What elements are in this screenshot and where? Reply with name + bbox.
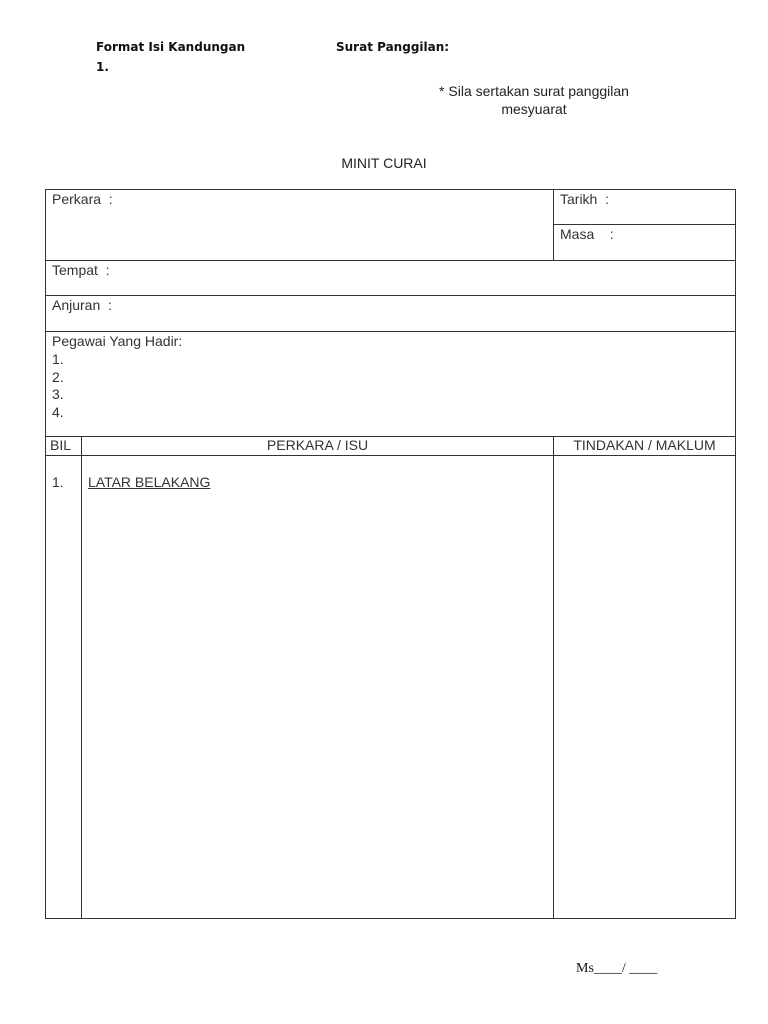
divider-row-body: [45, 455, 736, 456]
divider-row-anjuran: [45, 295, 736, 296]
minutes-table: [45, 189, 736, 919]
pegawai-item: 4.: [52, 404, 64, 420]
divider-tarikh-masa: [553, 224, 736, 225]
field-perkara: Perkara :: [52, 191, 113, 207]
table-border-top: [45, 189, 736, 190]
note-line-2: mesyuarat: [501, 101, 567, 117]
field-pegawai-label: Pegawai Yang Hadir:: [52, 333, 183, 349]
row-number: 1.: [52, 474, 64, 490]
pegawai-item: 1.: [52, 351, 64, 367]
field-anjuran: Anjuran :: [52, 297, 112, 313]
divider-col-bil: [81, 436, 82, 919]
table-border-bottom: [45, 918, 736, 919]
table-border-left: [45, 189, 46, 919]
pegawai-item: 2.: [52, 369, 64, 385]
column-header-tindakan: TINDAKAN / MAKLUM: [573, 437, 716, 453]
reference-number: Ms____/ ____: [576, 961, 658, 976]
divider-col-tindakan: [553, 436, 554, 919]
surat-panggilan-label: Surat Panggilan:: [336, 40, 450, 54]
note-line-1: * Sila sertakan surat panggilan: [439, 83, 629, 99]
row-heading: LATAR BELAKANG: [88, 474, 211, 490]
pegawai-item: 3.: [52, 386, 64, 402]
format-label: Format Isi Kandungan: [96, 40, 246, 54]
field-masa: Masa :: [560, 226, 614, 242]
field-tarikh: Tarikh :: [560, 191, 610, 207]
document-title: MINIT CURAI: [341, 155, 427, 171]
table-border-right: [735, 189, 736, 919]
column-header-perkara: PERKARA / ISU: [266, 437, 369, 453]
divider-row-tempat: [45, 260, 736, 261]
divider-row-pegawai: [45, 331, 736, 332]
format-number: 1.: [96, 60, 109, 74]
column-header-bil: BIL: [50, 437, 72, 453]
field-tempat: Tempat :: [52, 262, 110, 278]
